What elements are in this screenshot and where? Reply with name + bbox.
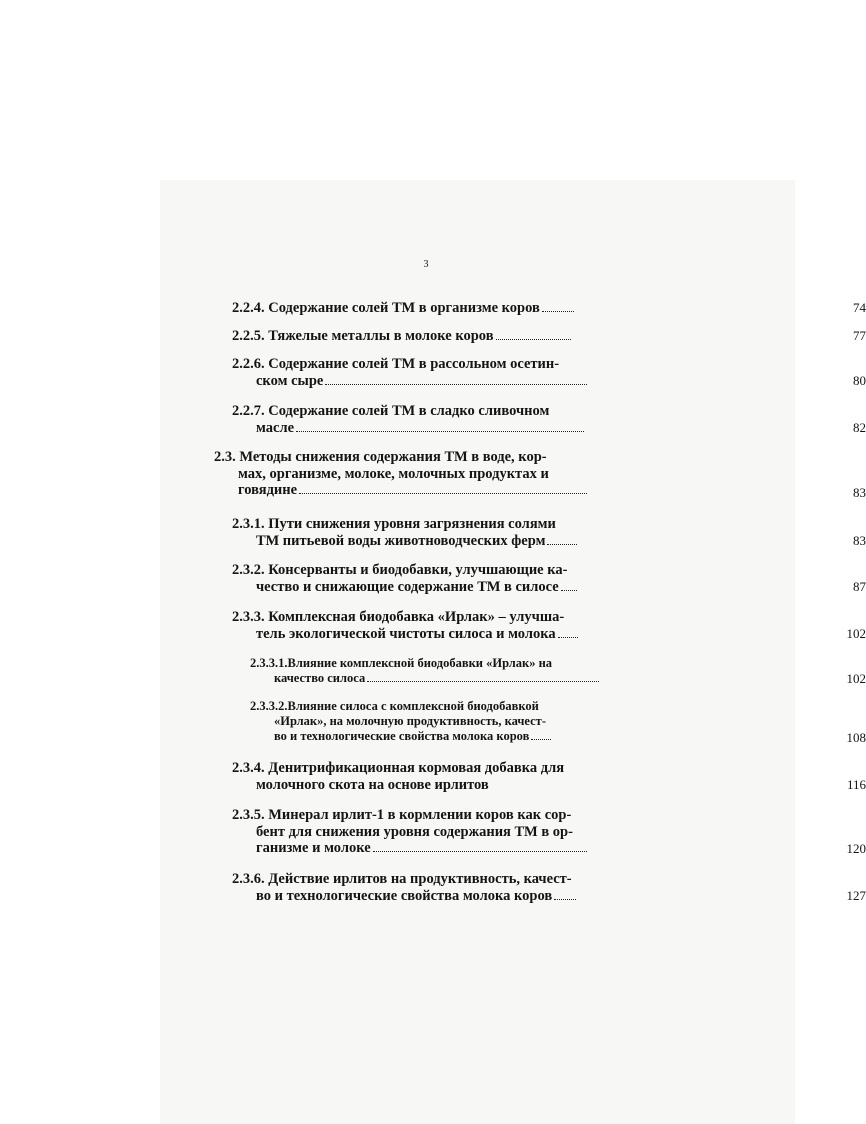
toc-entry[interactable] xyxy=(232,871,866,904)
toc-entry-text: «Ирлак», на молочную продуктивность, качест- xyxy=(274,714,546,728)
toc-entry-text: бент для снижения уровня содержания ТМ в ор- xyxy=(256,823,573,840)
toc-entry-text: чество и снижающие содержание ТМ в силосе xyxy=(256,578,559,595)
dot-leader xyxy=(299,492,587,494)
toc-entry[interactable] xyxy=(232,760,866,793)
toc-entry-text: говядине xyxy=(238,482,298,498)
dot-leader xyxy=(558,636,578,638)
toc-entry[interactable] xyxy=(232,403,866,436)
dot-leader xyxy=(542,310,574,312)
toc-page-number: 116 xyxy=(846,777,866,792)
toc-page-number: 83 xyxy=(853,485,866,500)
dot-leader xyxy=(531,738,551,740)
toc-entry[interactable] xyxy=(232,300,866,317)
toc-entry-text: 2.3.6. Действие ирлитов на продуктивность, качест- xyxy=(232,871,572,887)
toc-entry[interactable] xyxy=(232,609,866,642)
toc-page-number: 102 xyxy=(846,671,866,686)
toc-entry-text: 2.3.5. Минерал ирлит-1 в кормлении коров как сор- xyxy=(232,807,572,823)
toc-entry[interactable] xyxy=(232,807,866,857)
toc-entry-text: во и технологические свойства молока коров xyxy=(256,887,553,904)
toc-page-number: 87 xyxy=(853,579,866,594)
toc-entry-text: тель экологической чистоты силоса и молока xyxy=(256,625,556,642)
dot-leader xyxy=(367,680,599,682)
dot-leader xyxy=(496,338,571,340)
toc-entry-text: молочного скота на основе ирлитов xyxy=(256,776,489,793)
toc-page-number: 77 xyxy=(853,328,866,343)
toc-entry-text: 2.2.5. Тяжелые металлы в молоке коров xyxy=(232,328,494,344)
dot-leader xyxy=(547,543,577,545)
toc-page-number: 102 xyxy=(846,626,866,641)
toc-entry[interactable] xyxy=(250,699,866,745)
dot-leader xyxy=(561,589,577,591)
toc-page-number: 80 xyxy=(853,373,866,388)
toc-entry-text: ТМ питьевой воды животноводческих ферм xyxy=(256,532,546,549)
toc-entry[interactable] xyxy=(232,562,866,595)
toc-entry[interactable] xyxy=(214,449,866,500)
toc-entry-text: 2.3.4. Денитрификационная кормовая добавка для xyxy=(232,760,565,776)
toc-entry[interactable] xyxy=(232,516,866,549)
toc-page-number: 82 xyxy=(853,420,866,435)
toc-entry-text: ском сыре xyxy=(256,372,324,389)
toc-entry-text: 2.2.4. Содержание солей ТМ в организме коров xyxy=(232,300,540,316)
toc-entry[interactable] xyxy=(250,656,866,686)
toc-entry-text: 2.2.7. Содержание солей ТМ в сладко сливочном xyxy=(232,403,550,419)
toc-entry[interactable] xyxy=(232,328,866,345)
toc-entry-text: 2.2.6. Содержание солей ТМ в рассольном осетин- xyxy=(232,356,560,372)
toc-entry-text: 2.3. Методы снижения содержания ТМ в воде, кор- xyxy=(214,449,547,465)
dot-leader xyxy=(373,850,587,852)
toc-entry-text: 2.3.1. Пути снижения уровня загрязнения солями xyxy=(232,516,556,532)
toc-entry-text: 2.3.2. Консерванты и биодобавки, улучшающие ка- xyxy=(232,562,568,578)
toc-entry-text: ганизме и молоке xyxy=(256,840,371,856)
toc-entry-text: 2.3.3. Комплексная биодобавка «Ирлак» – улучша- xyxy=(232,609,565,625)
toc-entry-text: мах, организме, молоке, молочных продуктах и xyxy=(238,465,549,482)
toc-entry-text: 2.3.3.1.Влияние комплексной биодобавки «Ирлак» на xyxy=(250,656,553,670)
dot-leader xyxy=(325,383,587,385)
toc-page-number: 120 xyxy=(846,841,866,856)
toc-page-number: 74 xyxy=(853,300,866,315)
page-sheet xyxy=(160,180,795,1124)
toc-entry-text: масле xyxy=(256,419,295,436)
page-number: 3 xyxy=(423,259,429,270)
toc-entry-text: во и технологические свойства молока коров xyxy=(274,729,530,743)
dot-leader xyxy=(296,430,584,432)
toc-page-number: 108 xyxy=(846,730,866,745)
toc-entry-text: качество силоса xyxy=(274,671,366,685)
toc-entry[interactable] xyxy=(232,356,866,389)
dot-leader xyxy=(554,898,576,900)
toc-page-number: 83 xyxy=(853,533,866,548)
toc-page-number: 127 xyxy=(846,888,866,903)
toc-entry-text: 2.3.3.2.Влияние силоса с комплексной биодобавкой xyxy=(250,699,539,713)
